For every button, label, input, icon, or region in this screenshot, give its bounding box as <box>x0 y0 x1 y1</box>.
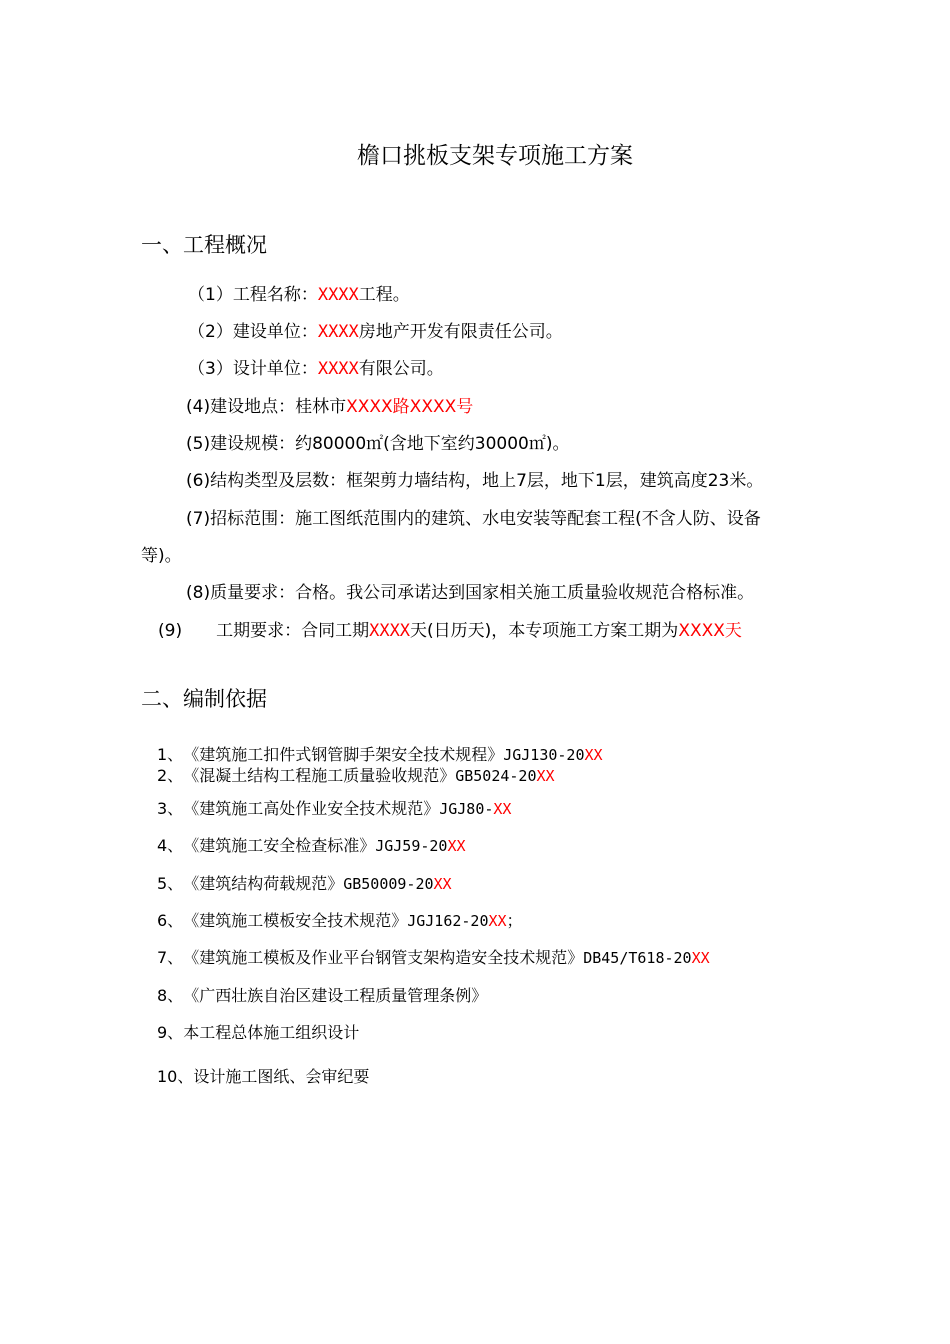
reference-code: JGJ59-20 <box>375 837 448 855</box>
overview-item-6: (6)结构类型及层数：框架剪力墙结构，地上7层，地下1层，建筑高度23米。 <box>186 471 764 491</box>
reference-title: 《建筑施工安全检查标准》 <box>183 836 376 855</box>
reference-title: 《广西壮族自治区建设工程质量管理条例》 <box>183 986 488 1005</box>
reference-number: 2、 <box>157 766 184 785</box>
item-label: （1）工程名称： <box>188 285 318 305</box>
overview-item-4 <box>186 395 473 419</box>
item-label: (4)建设地点：桂林市 <box>186 397 347 417</box>
item-text: 工程。 <box>358 285 410 305</box>
placeholder-text: XX <box>584 746 603 764</box>
reference-item-2 <box>157 765 555 787</box>
reference-number: 9、 <box>157 1023 184 1042</box>
placeholder-text: XX <box>691 949 710 967</box>
overview-item-2 <box>188 320 563 344</box>
placeholder-text: XXXX <box>317 285 359 305</box>
reference-item-4 <box>157 835 466 857</box>
reference-item-7 <box>157 947 710 969</box>
reference-item-5 <box>157 873 452 895</box>
section-heading-basis: 二、编制依据 <box>141 687 267 711</box>
placeholder-text: XX <box>493 800 512 818</box>
placeholder-text: XXXX路XXXX号 <box>346 397 474 417</box>
reference-title: 本工程总体施工组织设计 <box>183 1023 360 1042</box>
overview-item-7: (7)招标范围：施工图纸范围内的建筑、水电安装等配套工程(不含人防、设备 <box>186 509 761 529</box>
reference-code: JGJ80- <box>439 800 494 818</box>
reference-punctuation: ； <box>506 911 523 930</box>
reference-title: 设计施工图纸、会审纪要 <box>193 1067 370 1086</box>
reference-number: 6、 <box>157 911 184 930</box>
reference-code: JGJ130-20 <box>503 746 585 764</box>
item-text: 有限公司。 <box>358 359 444 379</box>
placeholder-text: XX <box>447 837 466 855</box>
overview-item-8: (8)质量要求：合格。我公司承诺达到国家相关施工质量验收规范合格标准。 <box>186 583 755 603</box>
reference-item-8 <box>157 985 487 1007</box>
reference-number: 8、 <box>157 986 184 1005</box>
reference-number: 1、 <box>157 745 184 764</box>
overview-item-9 <box>158 619 742 643</box>
reference-code: JGJ162-20 <box>407 912 489 930</box>
reference-item-3 <box>157 798 511 820</box>
reference-number: 4、 <box>157 836 184 855</box>
placeholder-text: XX <box>488 912 507 930</box>
overview-item-7-continued: 等)。 <box>141 546 182 566</box>
overview-item-3 <box>188 357 444 381</box>
reference-code: GB50009-20 <box>343 875 434 893</box>
reference-title: 《混凝土结构工程施工质量验收规范》 <box>183 766 456 785</box>
section-heading-overview: 一、工程概况 <box>141 233 267 257</box>
placeholder-text: XX <box>536 767 555 785</box>
item-label: （3）设计单位： <box>188 359 318 379</box>
placeholder-text: XXXX <box>369 621 411 641</box>
reference-number: 10、 <box>157 1067 194 1086</box>
document-title: 檐口挑板支架专项施工方案 <box>357 143 633 169</box>
reference-item-6 <box>157 910 523 932</box>
placeholder-text: XXXX <box>317 322 359 342</box>
reference-item-9 <box>157 1022 359 1044</box>
reference-number: 7、 <box>157 948 184 967</box>
reference-number: 3、 <box>157 799 184 818</box>
item-label: 工期要求：合同工期 <box>216 621 370 641</box>
reference-item-1 <box>157 744 603 766</box>
reference-title: 《建筑施工高处作业安全技术规范》 <box>183 799 440 818</box>
placeholder-text: XX <box>433 875 452 893</box>
item-text: 房地产开发有限责任公司。 <box>358 322 563 342</box>
reference-item-10 <box>157 1066 369 1088</box>
item-label: （2）建设单位： <box>188 322 318 342</box>
reference-number: 5、 <box>157 874 184 893</box>
overview-item-1 <box>188 283 410 307</box>
placeholder-text: XXXX <box>317 359 359 379</box>
item-text: 天(日历天)，本专项施工方案工期为 <box>410 621 679 641</box>
reference-code: GB5024-20 <box>455 767 537 785</box>
reference-title: 《建筑施工模板及作业平台钢管支架构造安全技术规范》 <box>183 948 584 967</box>
reference-title: 《建筑结构荷载规范》 <box>183 874 344 893</box>
reference-code: DB45/T618-20 <box>583 949 692 967</box>
item-number: (9) <box>158 621 183 641</box>
placeholder-text: XXXX天 <box>678 621 742 641</box>
reference-title: 《建筑施工扣件式钢管脚手架安全技术规程》 <box>183 745 504 764</box>
overview-item-5: (5)建设规模：约80000㎡(含地下室约30000㎡)。 <box>186 434 570 454</box>
reference-title: 《建筑施工模板安全技术规范》 <box>183 911 408 930</box>
